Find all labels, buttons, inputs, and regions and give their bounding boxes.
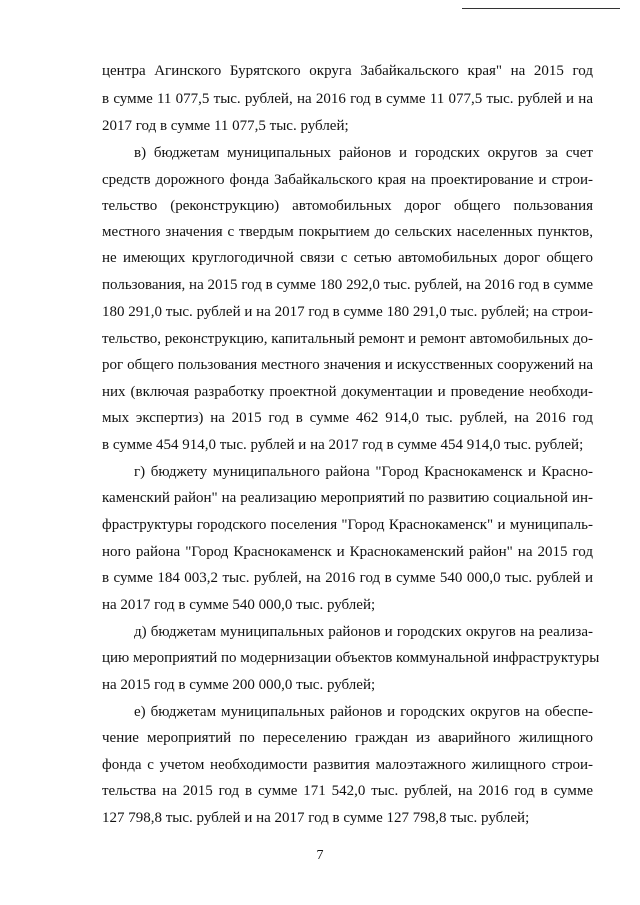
text-line: д) бюджетам муниципальных районов и городских округов на реализа- xyxy=(134,624,593,640)
text-line: в сумме 11 077,5 тыс. рублей, на 2016 год в сумме 11 077,5 тыс. рублей и на xyxy=(102,91,593,107)
text-line: тельства на 2015 год в сумме 171 542,0 тыс. рублей, на 2016 год в сумме xyxy=(102,783,593,799)
text-line: средств дорожного фонда Забайкальского края на проектирование и строи- xyxy=(102,172,593,188)
text-line: чение мероприятий по переселению граждан из аварийного жилищного xyxy=(102,730,593,746)
text-line: цию мероприятий по модернизации объектов коммунальной инфраструктуры xyxy=(102,650,600,666)
text-line: местного значения с твердым покрытием до сельских населенных пунктов, xyxy=(102,224,593,240)
text-line: фонда с учетом необходимости развития малоэтажного жилищного строи- xyxy=(102,757,593,773)
text-line: в сумме 184 003,2 тыс. рублей, на 2016 год в сумме 540 000,0 тыс. рублей и xyxy=(102,570,593,586)
text-line: мых экспертиз) на 2015 год в сумме 462 914,0 тыс. рублей, на 2016 год xyxy=(102,410,593,426)
text-line: рог общего пользования местного значения и искусственных сооружений на xyxy=(102,357,593,373)
text-line: на 2017 год в сумме 540 000,0 тыс. рублей; xyxy=(102,597,376,613)
text-line: 180 291,0 тыс. рублей и на 2017 год в сумме 180 291,0 тыс. рублей; на строи- xyxy=(102,304,593,320)
text-line: г) бюджету муниципального района "Город Краснокаменск и Красно- xyxy=(134,464,593,480)
text-line: в сумме 454 914,0 тыс. рублей и на 2017 год в сумме 454 914,0 тыс. рублей; xyxy=(102,437,584,453)
text-line: 2017 год в сумме 11 077,5 тыс. рублей; xyxy=(102,118,349,134)
page-number: 7 xyxy=(316,848,324,863)
text-line: пользования, на 2015 год в сумме 180 292,0 тыс. рублей, на 2016 год в сумме xyxy=(102,277,593,293)
text-line: них (включая разработку проектной документации и проведение необходи- xyxy=(102,384,593,400)
text-line: в) бюджетам муниципальных районов и городских округов за счет xyxy=(134,145,593,161)
text-line: тельство (реконструкцию) автомобильных дорог общего пользования xyxy=(102,198,593,214)
text-line: не имеющих круглогодичной связи с сетью автомобильных дорог общего xyxy=(102,250,593,266)
text-line: ного района "Город Краснокаменск и Краснокаменский район" на 2015 год xyxy=(102,544,593,560)
text-line: тельство, реконструкцию, капитальный ремонт и ремонт автомобильных до- xyxy=(102,331,593,347)
text-line: каменский район" на реализацию мероприятий по развитию социальной ин- xyxy=(102,490,593,506)
text-line: центра Агинского Бурятского округа Забайкальского края" на 2015 год xyxy=(102,63,593,79)
text-line: фраструктуры городского поселения "Город Краснокаменск" и муниципаль- xyxy=(102,517,593,533)
text-line: 127 798,8 тыс. рублей и на 2017 год в сумме 127 798,8 тыс. рублей; xyxy=(102,810,530,826)
text-line: е) бюджетам муниципальных районов и городских округов на обеспе- xyxy=(134,704,593,720)
text-line: на 2015 год в сумме 200 000,0 тыс. рублей; xyxy=(102,677,376,693)
